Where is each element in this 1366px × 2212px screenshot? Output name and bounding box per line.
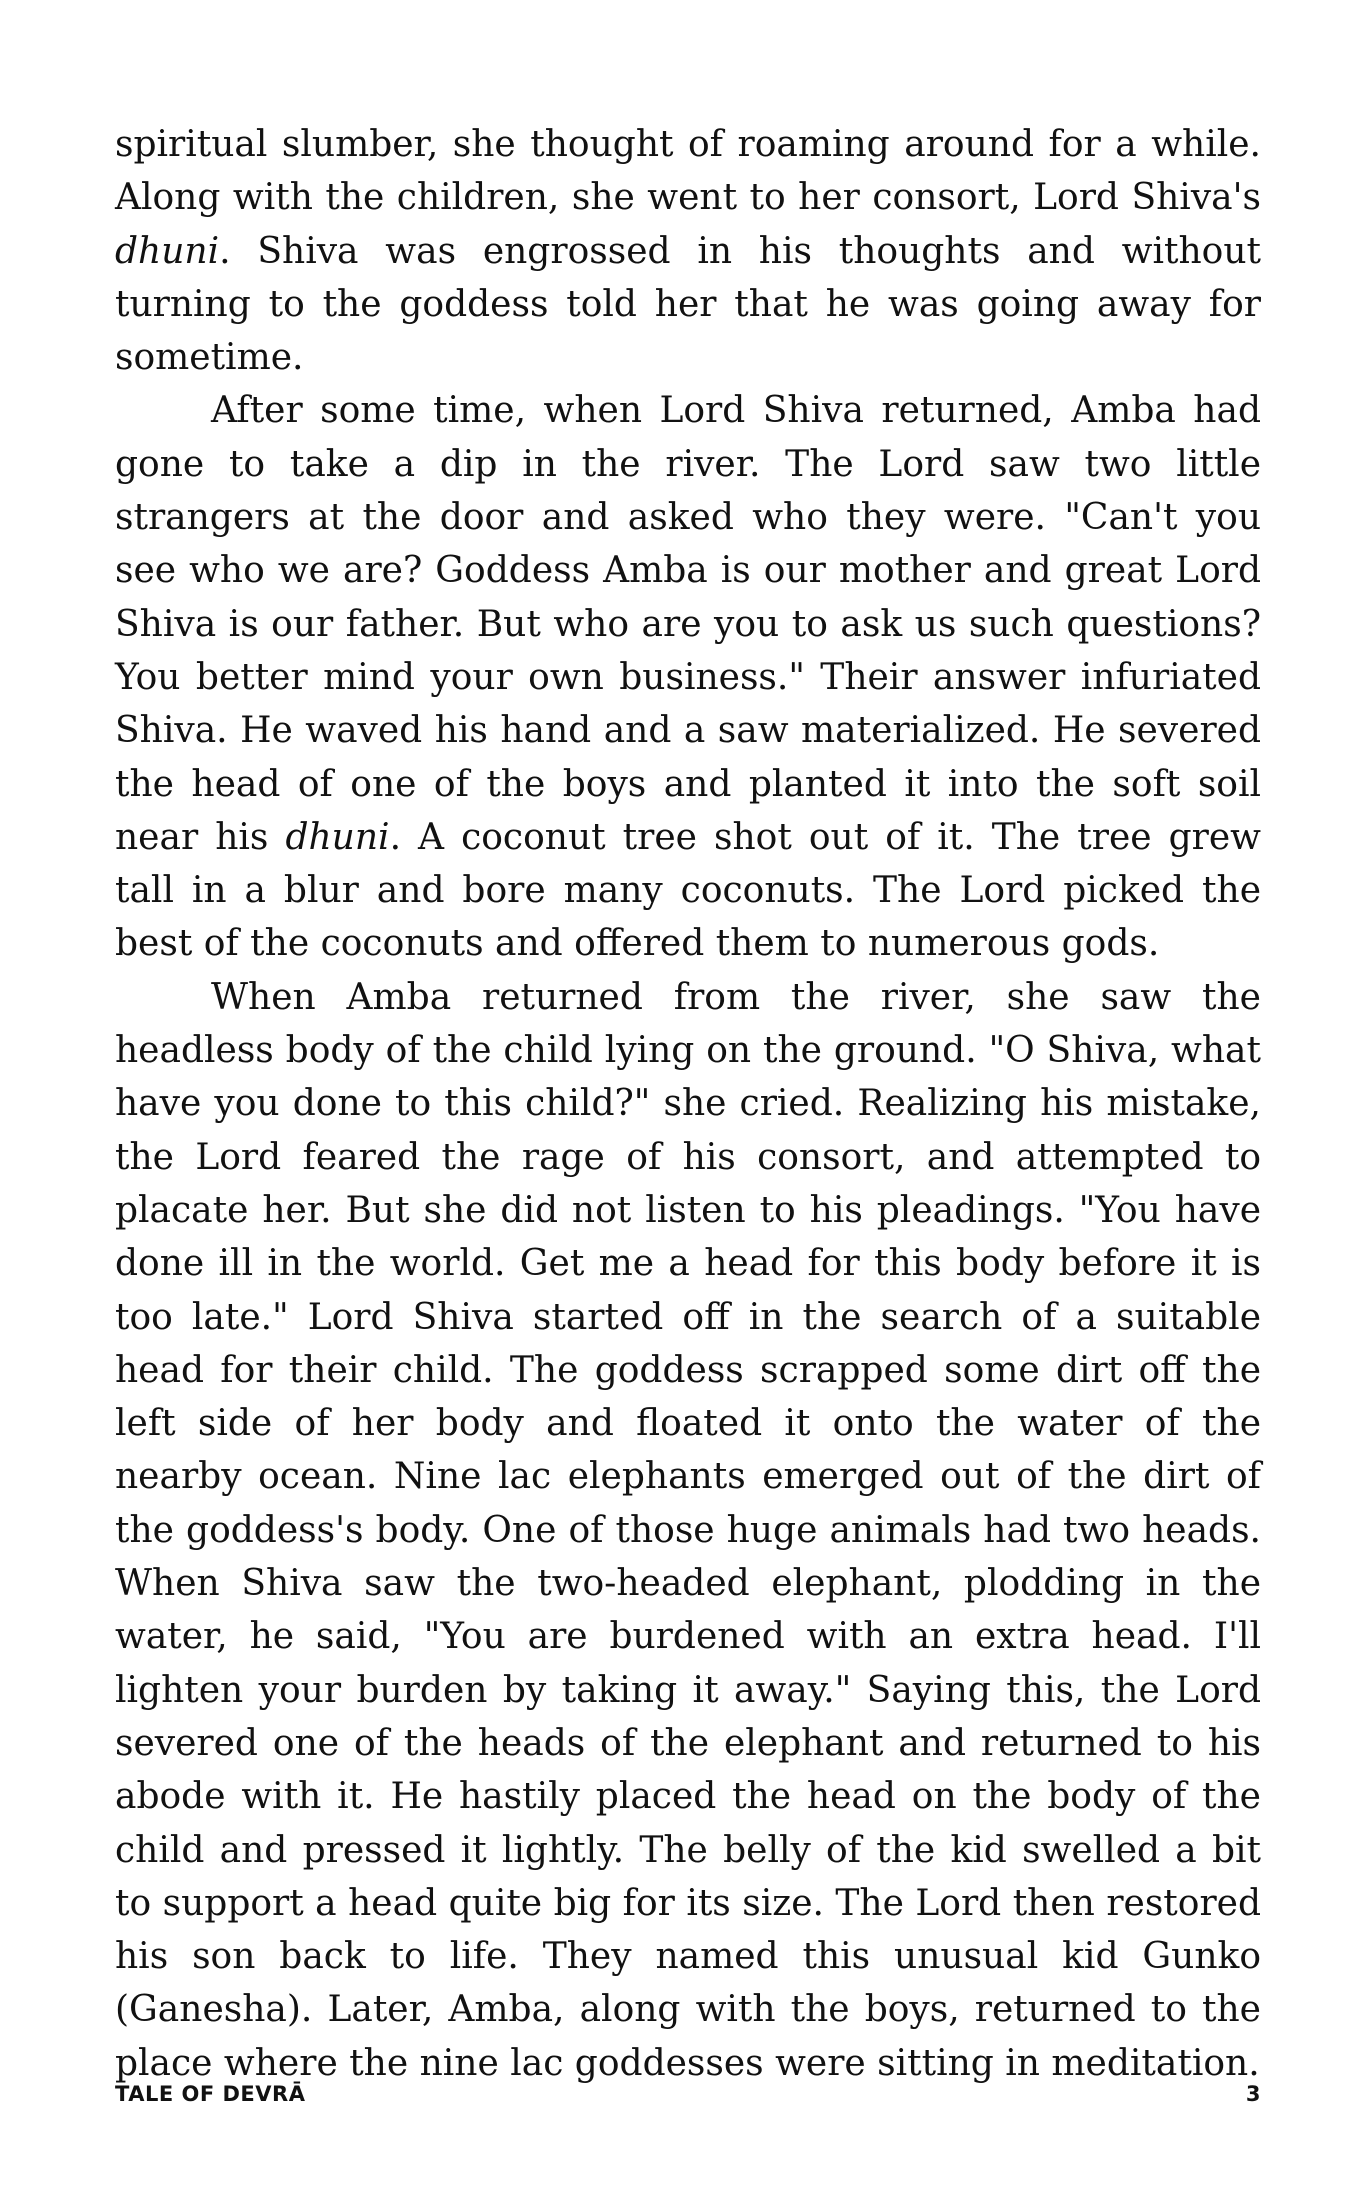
paragraph-1-text-1: spiritual slumber, she thought of roaming around for a while. Along with the children, she went to her consort, Lord Shiva's (115, 124, 1261, 219)
paragraph-2-italic-term: dhuni (285, 816, 390, 858)
running-title: TALE OF DEVRĀ (115, 2082, 306, 2106)
paragraph-2 (115, 384, 1261, 970)
paragraph-2-text-1: After some time, when Lord Shiva returned, Amba had gone to take a dip in the river. The Lord saw two little strangers at the door and asked who they were. "Can't you see who we are? Goddess Amba is our mother and great Lord Shiva is our father. But who are you to ask us such questions? You better mind your own business." Their answer infuriated Shiva. He waved his hand and a saw materialized. He severed the head of one of the boys and planted it into the soft soil near his (115, 390, 1261, 858)
paragraph-1 (115, 118, 1261, 384)
paragraph-1-italic-term: dhuni (115, 230, 220, 272)
paragraph-2-text-2: . A coconut tree shot out of it. The tree grew tall in a blur and bore many coconuts. The Lord picked the best of the coconuts and offered them to numerous gods. (115, 816, 1261, 965)
paragraph-1-text-2: . Shiva was engrossed in his thoughts and without turning to the goddess told her that he was going away for sometime. (115, 230, 1261, 379)
paragraph-3 (115, 971, 1261, 2090)
paragraph-3-text-1: When Amba returned from the river, she saw the headless body of the child lying on the ground. "O Shiva, what have you done to this child?" she cried. Realizing his mistake, the Lord feared the rage of his consort, and attempted to placate her. But she did not listen to his pleadings. "You have done ill in the world. Get me a head for this body before it is too late." Lord Shiva started off in the search of a suitable head for their child. The goddess scrapped some dirt off the left side of her body and floated it onto the water of the nearby ocean. Nine lac elephants emerged out of the dirt of the goddess's body. One of those huge animals had two heads. When Shiva saw the two-headed elephant, plodding in the water, he said, "You are burdened with an extra head. I'll lighten your burden by taking it away." Saying this, the Lord severed one of the heads of the elephant and returned to his abode with it. He hastily placed the head on the body of the child and pressed it lightly. The belly of the kid swelled a bit to support a head quite big for its size. The Lord then restored his son back to life. They named this unusual kid Gunko (Ganesha). Later, Amba, along with the boys, returned to the place where the nine lac goddesses were sitting in meditation. (115, 976, 1261, 2084)
page-body (115, 118, 1261, 2090)
page-footer (115, 2082, 1261, 2116)
page-number: 3 (1245, 2082, 1261, 2106)
